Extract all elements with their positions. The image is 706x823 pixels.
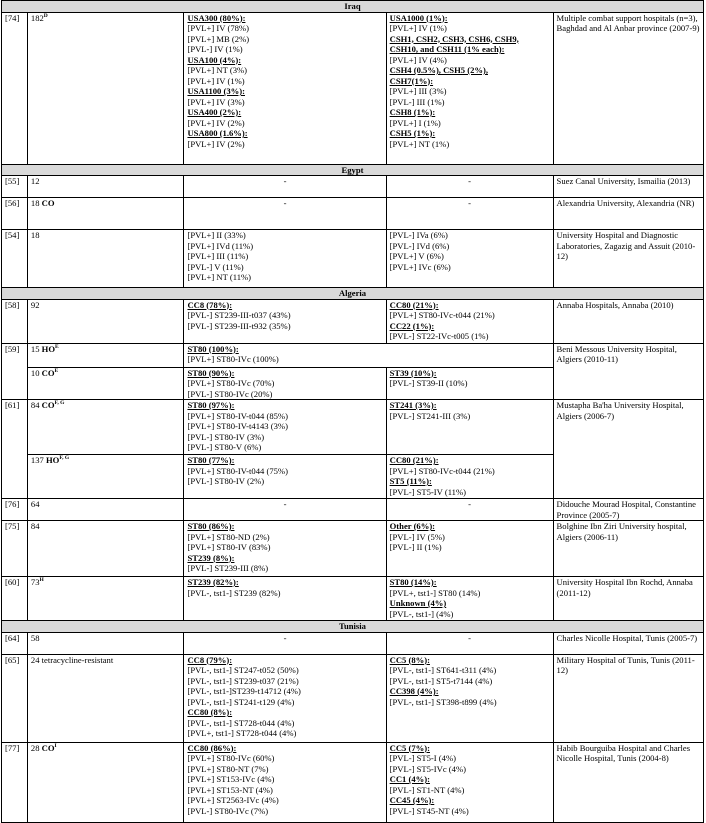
isolate-count: 24 tetracycline-resistant [30, 654, 114, 665]
section-title: Algeria [2, 288, 704, 300]
isolates-cell [27, 499, 184, 521]
lineage-cell [184, 343, 553, 367]
isolates-cell [27, 632, 184, 654]
lineage-cell-left [184, 176, 386, 198]
footnote-marker: D [43, 12, 48, 19]
lineage-heading: ST80 (100%): [187, 343, 239, 354]
isolates-cell [27, 521, 184, 577]
lineage-entry: Alexandria University, Alexandria (NR) [556, 198, 695, 208]
table-row [2, 742, 704, 822]
lineage-entry: [PVL+] ST80-IVc (70%) [187, 378, 275, 388]
section-title: Tunisia [2, 621, 704, 633]
lineage-entry: [PVL+] IV (4%) [389, 54, 447, 65]
section-title: Egypt [2, 164, 704, 176]
lineage-heading: USA300 (80%): [187, 12, 246, 23]
isolate-count: 10 [30, 367, 42, 378]
isolates-cell [27, 176, 184, 198]
lineage-heading: CC1 (4%): [389, 774, 430, 784]
isolate-count: CO [41, 198, 55, 208]
lineage-entry: Suez Canal University, Ismailia (2013) [556, 176, 691, 186]
lineage-entry: [PVL-] IVd (6%) [389, 240, 450, 251]
table-row [2, 632, 704, 654]
footnote-marker: E [54, 367, 59, 374]
lineage-entry: - [283, 632, 287, 643]
lineage-entry: [PVL+] NT (3%) [187, 65, 248, 75]
lineage-entry: - [283, 499, 287, 509]
lineage-cell-right [386, 198, 553, 230]
section-title: Iraq [2, 1, 704, 13]
lineage-entry: [PVL+] IV (1%) [187, 75, 245, 86]
lineage-cell-right [386, 521, 553, 577]
isolate-count: 18 [30, 198, 42, 208]
table-row [2, 230, 704, 288]
lineage-heading: ST80 (86%): [187, 521, 235, 531]
lineage-heading: USA100 (4%): [187, 54, 242, 65]
lineage-entry: [PVL-] ST22-IVc-t005 (1%) [389, 331, 489, 341]
reference-cell: [61] [2, 400, 28, 499]
lineage-heading: CC80 (8%): [187, 707, 233, 717]
lineage-entry: [PVL-] IV (1%) [187, 44, 243, 54]
isolates-cell [27, 455, 184, 499]
lineage-entry: [PVL+] NT (1%) [389, 138, 450, 149]
isolate-count: 64 [30, 499, 40, 509]
lineage-cell-right [386, 299, 553, 343]
lineage-cell-right [386, 632, 553, 654]
lineage-cell-left [184, 499, 386, 521]
lineage-entry: [PVL-] ST5-I (4%) [389, 753, 456, 763]
lineage-entry: - [468, 198, 472, 208]
table-row [2, 176, 704, 198]
mrsa-lineage-table [1, 0, 704, 823]
lineage-entry: [PVL-] ST45-NT (4%) [389, 805, 469, 816]
isolates-cell [27, 299, 184, 343]
lineage-cell-left [184, 742, 386, 822]
footnote-marker: H [39, 577, 44, 584]
isolates-cell [27, 12, 184, 164]
lineage-entry: [PVL-, tst1-] ST5-t7144 (4%) [389, 675, 493, 686]
lineage-heading: ST239 (82%): [187, 577, 239, 587]
section-row [2, 621, 704, 633]
table-row [2, 577, 704, 621]
lineage-entry: [PVL+] ST80-IV-t4143 (3%) [187, 421, 288, 431]
isolate-count: CO [41, 400, 55, 410]
lineage-entry: [PVL+] ST153-IVc (4%) [187, 774, 275, 784]
lineage-heading: ST5 (11%): [389, 476, 432, 486]
lineage-entry: Military Hospital of Tunis, Tunis (2011-12) [556, 654, 695, 675]
lineage-entry: [PVL+] II (33%) [187, 230, 246, 240]
table-row [2, 343, 704, 367]
lineage-heading: Unknown (4%) [389, 598, 447, 608]
isolate-count: 28 [30, 742, 42, 753]
lineage-cell-left [184, 400, 386, 455]
lineage-heading: ST80 (97%): [187, 400, 235, 410]
lineage-cell-right [386, 230, 553, 288]
table-row [2, 499, 704, 521]
lineage-heading: CC5 (7%): [389, 742, 430, 753]
lineage-heading: CC8 (79%): [187, 654, 233, 665]
lineage-entry: Mustapha Ba'ha University Hospital, Algiers (2006-7) [556, 400, 684, 421]
lineage-entry: [PVL+] I (1%) [389, 117, 441, 128]
lineage-entry: [PVL-, tst1-] ST239-t037 (21%) [187, 675, 299, 686]
section-row [2, 288, 704, 300]
lineage-cell-right [386, 742, 553, 822]
site-cell [553, 343, 703, 400]
lineage-entry: [PVL-, tst1-] (4%) [389, 608, 454, 619]
lineage-entry: [PVL+] ST80-IVc (60%) [187, 753, 275, 763]
lineage-entry: [PVL+] III (3%) [389, 86, 447, 96]
lineage-entry: [PVL-, tst1-] ST239 (82%) [187, 587, 281, 598]
site-cell [553, 632, 703, 654]
lineage-heading: ST239 (8%): [187, 552, 235, 563]
reference-cell: [74] [2, 12, 28, 164]
site-cell [553, 577, 703, 621]
lineage-entry: Habib Bourguiba Hospital and Charles Nicolle Hospital, Tunis (2004-8) [556, 742, 691, 763]
section-row [2, 1, 704, 13]
lineage-heading: ST241 (3%): [389, 400, 437, 410]
reference-cell: [77] [2, 742, 28, 822]
lineage-entry: Annaba Hospitals, Annaba (2010) [556, 299, 674, 310]
isolates-cell [27, 198, 184, 230]
footnote-marker: E [55, 343, 59, 350]
isolates-cell [27, 577, 184, 621]
lineage-entry: - [468, 499, 472, 509]
lineage-entry: [PVL+] IVc (6%) [389, 261, 451, 272]
lineage-entry: Beni Messous University Hospital, Algiers (2010-11) [556, 343, 677, 364]
site-cell [553, 12, 703, 164]
lineage-entry: Bolghine Ibn Ziri University hospital, Algiers (2006-11) [556, 521, 687, 542]
lineage-entry: [PVL-] ST1-NT (4%) [389, 784, 465, 795]
site-cell [553, 654, 703, 742]
lineage-entry: [PVL-] V (11%) [187, 261, 244, 272]
lineage-heading: USA400 (2%): [187, 107, 242, 117]
isolate-count: 84 [30, 400, 42, 410]
lineage-cell-right [386, 400, 553, 455]
lineage-entry: [PVL+] ST80-IV (83%) [187, 542, 271, 552]
reference-cell: [64] [2, 632, 28, 654]
lineage-entry: [PVL+] IV (2%) [187, 117, 245, 128]
lineage-entry: [PVL-, tst1-] ST247-t052 (50%) [187, 665, 299, 675]
lineage-entry: [PVL-, tst1-] ST241-t129 (4%) [187, 696, 295, 707]
isolate-count: CO [41, 367, 55, 378]
lineage-entry: [PVL-] II (1%) [389, 542, 442, 552]
lineage-entry: [PVL+] IV (1%) [389, 23, 447, 33]
lineage-entry: [PVL-] IV (5%) [389, 531, 445, 542]
isolates-cell [27, 367, 184, 400]
table-row [2, 12, 704, 164]
lineage-entry: [PVL+] ST80-IV-t044 (75%) [187, 465, 288, 476]
isolate-count: 137 [30, 455, 46, 465]
lineage-entry: [PVL+] ST80-IV-t044 (85%) [187, 410, 288, 421]
isolate-count: HO [45, 455, 60, 465]
lineage-heading: Other (6%): [389, 521, 436, 531]
lineage-entry: [PVL-, tst1-] ST398-t899 (4%) [389, 696, 497, 707]
site-cell [553, 230, 703, 288]
lineage-entry: [PVL+] IV (3%) [187, 96, 245, 107]
isolate-count: 182 [30, 12, 44, 23]
lineage-entry: [PVL+] NT (11%) [187, 272, 252, 282]
reference-cell: [65] [2, 654, 28, 742]
lineage-entry: [PVL-] ST80-V (6%) [187, 442, 262, 452]
lineage-entry: Charles Nicolle Hospital, Tunis (2005-7) [556, 632, 698, 643]
reference-cell: [58] [2, 299, 28, 343]
lineage-cell-right [386, 176, 553, 198]
lineage-entry: [PVL+] ST2563-IVc (4%) [187, 795, 279, 805]
lineage-entry: [PVL-] ST239-III-t037 (43%) [187, 310, 291, 320]
site-cell [553, 299, 703, 343]
site-cell [553, 198, 703, 230]
lineage-entry: [PVL+] ST80-ND (2%) [187, 531, 270, 542]
lineage-entry: [PVL-] ST80-IVc (20%) [187, 388, 273, 399]
lineage-entry: [PVL+] ST153-NT (4%) [187, 784, 273, 795]
lineage-heading: CC398 (4%): [389, 686, 439, 696]
site-cell [553, 742, 703, 822]
lineage-entry: - [468, 632, 472, 643]
lineage-heading: CC5 (8%): [389, 654, 430, 665]
lineage-entry: [PVL+] IV (78%) [187, 23, 249, 33]
table-body [2, 1, 704, 823]
lineage-entry: [PVL+, tst1-] ST80 (14%) [389, 587, 481, 598]
site-cell [553, 176, 703, 198]
isolate-count: 73 [30, 577, 40, 587]
site-cell [553, 499, 703, 521]
lineage-entry: [PVL-] ST239-III (8%) [187, 563, 269, 573]
lineage-heading: CSH1, CSH2, CSH3, CSH6, CSH9, [389, 33, 519, 44]
site-cell [553, 400, 703, 499]
footnote-marker: F, G [54, 400, 65, 407]
isolate-count: 12 [30, 176, 40, 186]
lineage-entry: [PVL-] ST39-II (10%) [389, 378, 468, 388]
lineage-cell-left [184, 654, 386, 742]
lineage-entry: [PVL-] ST5-IVc (4%) [389, 763, 466, 774]
isolate-count: 18 [30, 230, 40, 240]
lineage-entry: - [468, 176, 472, 186]
lineage-entry: [PVL+] ST80-IVc-t044 (21%) [389, 310, 495, 320]
lineage-entry: [PVL+] IV (2%) [187, 138, 245, 149]
table-row [2, 654, 704, 742]
isolate-count: CO [41, 742, 55, 753]
isolates-cell [27, 343, 184, 367]
lineage-entry: [PVL-] IVa (6%) [389, 230, 448, 240]
section-row [2, 164, 704, 176]
lineage-heading: CC45 (4%): [389, 795, 435, 805]
lineage-entry: [PVL+] ST80-IVc-t044 (21%) [389, 465, 495, 476]
lineage-heading: ST80 (90%): [187, 367, 235, 378]
lineage-heading: USA1000 (1%): [389, 12, 448, 23]
lineage-heading: CC80 (21%): [389, 455, 439, 465]
lineage-cell-right [386, 499, 553, 521]
lineage-entry: [PVL-] ST80-IV (3%) [187, 431, 265, 442]
lineage-heading: USA800 (1.6%): [187, 128, 248, 138]
lineage-heading: CC22 (1%): [389, 320, 435, 331]
lineage-entry: [PVL-] ST80-IV (2%) [187, 476, 265, 486]
lineage-entry: [PVL+] ST80-IVc (100%) [187, 354, 279, 364]
lineage-heading: ST39 (10%): [389, 367, 437, 378]
lineage-entry: - [283, 176, 287, 186]
lineage-entry: - [283, 198, 287, 208]
isolate-count: 15 [30, 343, 42, 354]
lineage-heading: CC8 (78%): [187, 299, 233, 310]
lineage-entry: [PVL-] ST241-III (3%) [389, 410, 471, 421]
isolate-count: 84 [30, 521, 40, 531]
isolates-cell [27, 654, 184, 742]
lineage-cell-right [386, 577, 553, 621]
lineage-entry: [PVL+] IVd (11%) [187, 240, 254, 251]
lineage-heading: CSH7(1%): [389, 75, 434, 86]
lineage-heading: CSH10, and CSH11 (1% each): [389, 44, 505, 54]
reference-cell: [76] [2, 499, 28, 521]
lineage-entry: [PVL-, tst1-] ST641-t311 (4%) [389, 665, 497, 675]
isolate-count: HO [41, 343, 56, 354]
isolate-count: 92 [30, 299, 40, 310]
footnote-marker: F, G [59, 455, 70, 462]
lineage-cell-right [386, 654, 553, 742]
lineage-entry: [PVL+] MB (2%) [187, 33, 250, 44]
lineage-cell-left [184, 455, 386, 499]
table-row [2, 198, 704, 230]
isolates-cell [27, 400, 184, 455]
lineage-cell-left [184, 521, 386, 577]
isolate-count: 58 [30, 632, 40, 643]
lineage-entry: [PVL+] ST80-NT (7%) [187, 763, 269, 774]
lineage-entry: [PVL-] III (1%) [389, 96, 445, 107]
lineage-cell-right [386, 367, 553, 400]
lineage-entry: University Hospital Ibn Rochd, Annaba (2011-12) [556, 577, 693, 598]
footnote-marker: I [54, 742, 57, 749]
lineage-cell-left [184, 367, 386, 400]
lineage-heading: CSH4 (0.5%), CSH5 (2%), [389, 65, 488, 75]
lineage-entry: [PVL-, tst1-] ST728-t044 (4%) [187, 717, 295, 728]
reference-cell: [75] [2, 521, 28, 577]
lineage-heading: CSH8 (1%): [389, 107, 436, 117]
lineage-cell-left [184, 577, 386, 621]
lineage-entry: [PVL+] V (6%) [389, 251, 444, 261]
isolates-cell [27, 230, 184, 288]
lineage-entry: [PVL-, tst1-]ST239-t14712 (4%) [187, 686, 301, 696]
table-row [2, 299, 704, 343]
lineage-cell-right [386, 455, 553, 499]
lineage-heading: ST80 (77%): [187, 455, 235, 465]
reference-cell: [56] [2, 198, 28, 230]
lineage-cell-right [386, 12, 553, 164]
lineage-heading: ST80 (14%): [389, 577, 437, 587]
table-row [2, 400, 704, 455]
lineage-entry: [PVL-] ST5-IV (11%) [389, 486, 466, 497]
lineage-entry: Multiple combat support hospitals (n=3), Baghdad and Al Anbar province (2007-9) [556, 12, 700, 33]
lineage-entry: [PVL-] ST239-III-t932 (35%) [187, 320, 291, 331]
lineage-entry: Didouche Mourad Hospital, Constantine Province (2005-7) [556, 499, 696, 520]
table-row [2, 521, 704, 577]
site-cell [553, 521, 703, 577]
lineage-heading: USA1100 (3%): [187, 86, 245, 96]
lineage-heading: CSH5 (1%): [389, 128, 436, 138]
reference-cell: [54] [2, 230, 28, 288]
lineage-heading: CC80 (21%): [389, 299, 439, 310]
lineage-entry: [PVL+] III (11%) [187, 251, 249, 261]
lineage-entry: [PVL+, tst1-] ST728-t044 (4%) [187, 728, 297, 738]
lineage-heading: CC80 (86%): [187, 742, 237, 753]
reference-cell: [55] [2, 176, 28, 198]
lineage-entry: [PVL-] ST80-IVc (7%) [187, 805, 269, 816]
lineage-entry: University Hospital and Diagnostic Laboratories, Zagazig and Assuit (2010-12) [556, 230, 696, 261]
reference-cell: [60] [2, 577, 28, 621]
lineage-cell-left [184, 198, 386, 230]
reference-cell: [59] [2, 343, 28, 400]
lineage-cell-left [184, 230, 386, 288]
lineage-cell-left [184, 299, 386, 343]
lineage-cell-left [184, 12, 386, 164]
lineage-cell-left [184, 632, 386, 654]
isolates-cell [27, 742, 184, 822]
